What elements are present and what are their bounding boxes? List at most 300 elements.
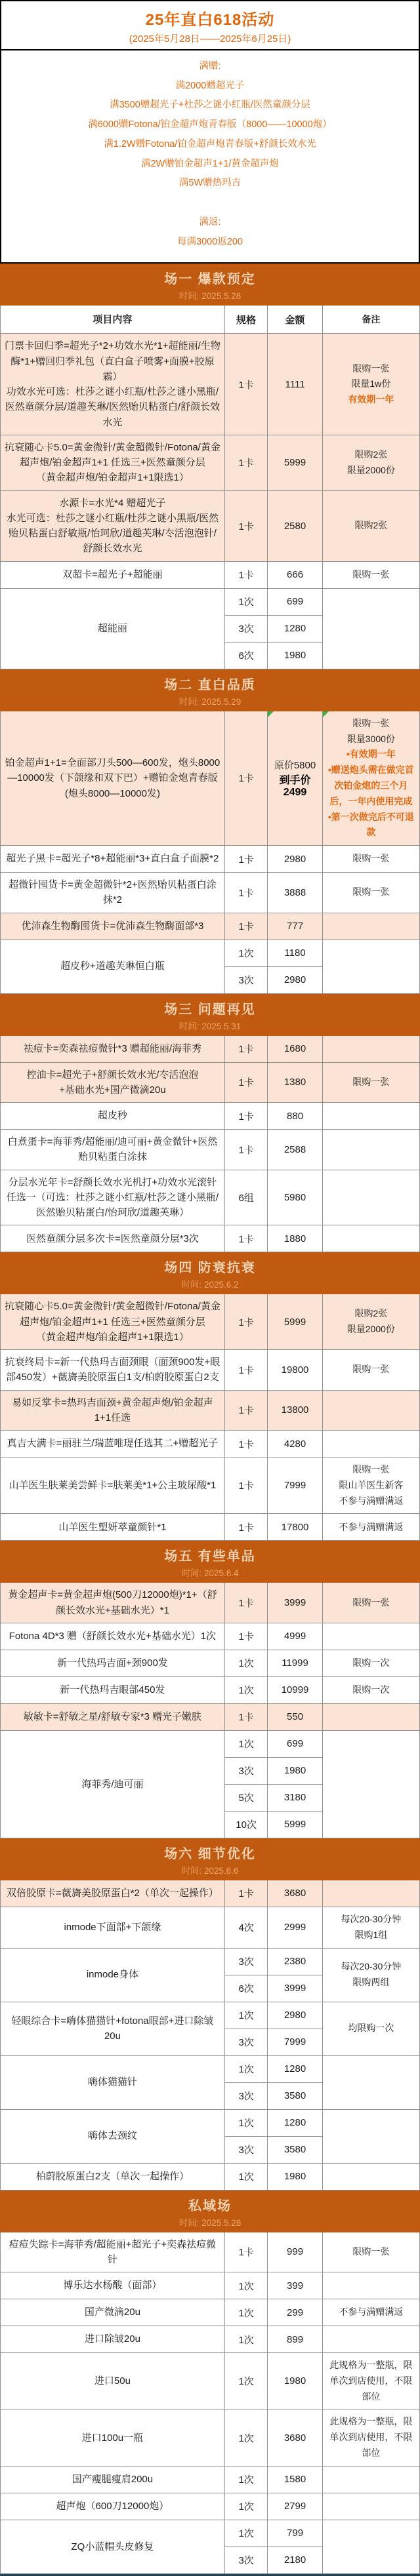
- spec-amount-group: [225, 913, 323, 940]
- section-header: [0, 1252, 420, 1294]
- spec-cell: 1次: [225, 2164, 268, 2190]
- spec-cell: 1卡: [225, 491, 268, 561]
- remark-cell: [323, 913, 420, 940]
- table-row: [0, 1514, 420, 1541]
- item-content-line: 抗衰随心卡5.0=黄金微针/黄金超微针/Fotona/黄金超声炮/铂金超声1+1 任选三+医然童颜分层: [5, 1301, 220, 1328]
- item-content-cell: [1, 711, 225, 845]
- item-content-line: （黄金超声炮/铂金超声1+1限选1）: [35, 472, 189, 484]
- item-content-line: （黄金超声炮/铂金超声1+1限选1）: [35, 1331, 189, 1343]
- comment-marker-icon: [323, 711, 329, 717]
- amount-line: 2380: [284, 1956, 306, 1968]
- item-content-cell: [1, 1391, 225, 1431]
- item-content-cell: [1, 1431, 225, 1457]
- remark-line: 限购一张: [352, 886, 390, 898]
- amount-line: 999: [287, 2246, 304, 2258]
- amount-cell: [268, 1063, 322, 1103]
- item-content-line: 山羊医生塑妍萃童颜针*1: [58, 1521, 167, 1533]
- variant-row: [225, 966, 323, 993]
- amount-cell: [268, 2547, 322, 2573]
- item-content-cell: [1, 1350, 225, 1390]
- spec-cell: 1卡: [225, 846, 268, 872]
- remark-cell: [323, 1583, 420, 1623]
- item-content-line: 柏蔚胶原蛋白2支（单次一起操作）: [35, 2170, 190, 2182]
- promo-gift-line: 满6000赠Fotona/铂金超声炮青春版（8000——10000炮）: [88, 119, 332, 130]
- promo-rebate-line: 每满3000返200: [177, 236, 243, 247]
- spec-amount-group: [225, 1949, 323, 2002]
- spec-cell: 6组: [225, 1170, 268, 1225]
- amount-cell: [268, 1812, 322, 1838]
- remark-cell: [323, 1130, 420, 1170]
- amount-cell: [268, 435, 322, 490]
- variant-row: [225, 491, 323, 561]
- item-content-line: 抗衰终局卡=新一代热玛吉面颈眼（面颈900发+眼部450发）+薇旖美胶原蛋白1支/柏蔚胶原蛋白2支: [5, 1357, 220, 1383]
- table-row: [0, 2056, 420, 2110]
- table-row: [0, 2353, 420, 2409]
- amount-line: 1580: [284, 2474, 306, 2486]
- item-content-cell: [1, 562, 225, 588]
- spec-cell: 1次: [225, 2467, 268, 2493]
- variant-row: [225, 1677, 323, 1703]
- section-header: [0, 994, 420, 1036]
- remark-line: 限购一张: [352, 1076, 390, 1087]
- item-content-line: 新一代热玛吉面+颈900发: [57, 1657, 168, 1669]
- amount-line: 3680: [284, 2432, 306, 2444]
- spec-cell: 3次: [225, 2029, 268, 2055]
- item-content-line: 嗨体去颈纹: [87, 2130, 137, 2142]
- remark-line: 限购一张: [352, 1464, 390, 1475]
- comment-marker-icon: [268, 711, 274, 717]
- spec-amount-group: [225, 1583, 323, 1623]
- spec-amount-group: [225, 1350, 323, 1390]
- variant-row: [225, 1350, 323, 1390]
- spec-amount-group: [225, 846, 323, 872]
- spec-amount-group: [225, 1431, 323, 1457]
- variant-row: [225, 2467, 323, 2493]
- item-content-cell: [1, 1103, 225, 1129]
- variant-row: [225, 562, 323, 588]
- spec-cell: 6次: [225, 1975, 268, 2002]
- variant-row: [225, 1130, 323, 1170]
- date-range: (2025年5月28日——2025年6月25日): [129, 33, 291, 45]
- amount-line: 13800: [281, 1404, 309, 1416]
- spec-amount-group: [225, 2272, 323, 2299]
- amount-cell: [268, 2029, 322, 2055]
- item-content-line: 敏敏卡=舒敏之星/舒敏专家*3 赠光子嫩肤: [23, 1711, 202, 1723]
- table-row: [0, 2493, 420, 2520]
- amount-line: 1980: [284, 2375, 306, 2387]
- spec-cell: 3次: [225, 1758, 268, 1784]
- remark-cell: [323, 1350, 420, 1390]
- spec-cell: 1次: [225, 589, 268, 615]
- promo-rebate-line: 满返:: [199, 217, 221, 228]
- spec-amount-group: [225, 2409, 323, 2465]
- remark-line: 限购2张: [354, 449, 388, 460]
- amount-line: 799: [287, 2527, 304, 2539]
- item-content-cell: [1, 2299, 225, 2326]
- variant-row: [225, 1949, 323, 1975]
- item-content-cell: [1, 1880, 225, 1907]
- spec-amount-group: [225, 491, 323, 561]
- spec-cell: 10次: [225, 1812, 268, 1838]
- remark-line: 限购2张: [354, 1308, 388, 1319]
- amount-line: 到手价2499: [279, 774, 311, 798]
- table-row: [0, 2520, 420, 2574]
- item-content-cell: [1, 1036, 225, 1062]
- amount-line: 10999: [281, 1684, 309, 1696]
- spec-amount-group: [225, 2110, 323, 2163]
- spec-cell: 6次: [225, 643, 268, 669]
- item-content-cell: [1, 1294, 225, 1349]
- item-content-cell: [1, 913, 225, 940]
- spec-cell: 1次: [225, 2409, 268, 2465]
- amount-line: 2980: [284, 853, 306, 865]
- remark-line: 不参与满赠满返: [339, 1495, 404, 1506]
- table-row: [0, 940, 420, 994]
- variant-row: [225, 642, 323, 669]
- remark-cell: [323, 1036, 420, 1062]
- item-content-cell: [1, 1514, 225, 1540]
- spec-cell: 1次: [225, 2110, 268, 2136]
- variant-row: [225, 1757, 323, 1784]
- variant-row: [225, 846, 323, 872]
- table-row: [0, 1731, 420, 1838]
- table-row: [0, 1170, 420, 1226]
- spec-cell: 1次: [225, 940, 268, 966]
- section-title: 场一 爆款预定: [164, 272, 256, 287]
- amount-line: 5999: [284, 1316, 306, 1328]
- section-header: [0, 2190, 420, 2232]
- item-content-cell: [1, 2467, 225, 2493]
- item-content-cell: [1, 1704, 225, 1730]
- spec-amount-group: [225, 1880, 323, 1907]
- table-row: [0, 873, 420, 913]
- amount-line: 3580: [284, 2144, 306, 2156]
- amount-cell: [268, 1949, 322, 1975]
- remark-cell: [323, 2353, 420, 2409]
- variant-row: [225, 1063, 323, 1103]
- spec-cell: 5次: [225, 1785, 268, 1811]
- promo-gift-line: 满1.2W赠Fotona/铂金超声炮青春版+舒颜长效水光: [104, 138, 316, 149]
- amount-line: 4999: [284, 1631, 306, 1642]
- item-content-cell: [1, 435, 225, 490]
- amount-cell: [268, 1650, 322, 1676]
- item-content-line: 门票卡回归季=超光子*2+功效水光*1+超能丽/生物酶*1+赠回归季礼包（直白盒子喷雾+面膜+胶原霜）: [5, 340, 220, 382]
- remark-line: 不参与满赠满返: [339, 1521, 404, 1532]
- amount-line: 2980: [284, 974, 306, 986]
- remark-line: 限购一张: [352, 363, 390, 374]
- variant-row: [225, 711, 323, 845]
- section-title: 场四 防衰抗衰: [164, 1261, 256, 1276]
- amount-cell: [268, 1785, 322, 1811]
- item-content-line: ZQ小蓝帽头皮修复: [71, 2541, 154, 2552]
- table-row: [0, 913, 420, 940]
- variant-row: [225, 435, 323, 490]
- item-content-line: 超皮秒: [97, 1110, 127, 1122]
- promo-spacer: [5, 193, 415, 213]
- item-content-cell: [1, 1650, 225, 1676]
- amount-cell: [268, 2232, 322, 2272]
- amount-line: 4280: [284, 1438, 306, 1450]
- table-row: [0, 2110, 420, 2164]
- variant-row: [225, 1457, 323, 1513]
- spec-amount-group: [225, 589, 323, 669]
- item-content-line: 医然童颜分层多次卡=医然童颜分层*3次: [26, 1233, 199, 1244]
- variant-row: [225, 913, 323, 940]
- remark-cell: [323, 562, 420, 588]
- amount-cell: [268, 562, 322, 588]
- spec-cell: 1卡: [225, 1880, 268, 1907]
- item-content-cell: [1, 2409, 225, 2465]
- spec-amount-group: [225, 2493, 323, 2520]
- spec-amount-group: [225, 2353, 323, 2409]
- column-header-row: [0, 306, 420, 334]
- remark-cell: [323, 2493, 420, 2520]
- amount-line: 19800: [281, 1364, 309, 1376]
- variant-row: [225, 1811, 323, 1838]
- remark-cell: [323, 2520, 420, 2573]
- item-content-cell: [1, 1677, 225, 1703]
- amount-cell: [268, 1225, 322, 1252]
- spec-amount-group: [225, 334, 323, 435]
- variant-row: [225, 2136, 323, 2163]
- item-content-cell: [1, 1063, 225, 1103]
- item-content-line: 轻眼综合卡=嗨体猫猫针+fotona眼部+进口除皱20u: [11, 2015, 214, 2042]
- variant-row: [225, 2520, 323, 2546]
- remark-cell: [323, 711, 420, 845]
- amount-cell: [268, 1907, 322, 1948]
- remark-cell: [323, 589, 420, 669]
- item-content-line: 抗衰随心卡5.0=黄金微针/黄金超微针/Fotona/黄金超声炮/铂金超声1+1 任选三+医然童颜分层: [5, 441, 220, 469]
- variant-row: [225, 1704, 323, 1730]
- amount-cell: [268, 2164, 322, 2190]
- variant-row: [225, 2299, 323, 2326]
- amount-line: 1280: [284, 623, 306, 635]
- amount-line: 1180: [284, 947, 306, 959]
- remark-line: 限购一次: [352, 1657, 390, 1669]
- item-content-line: 山羊医生肤莱美尝鲜卡=肤莱美*1+公主玻尿酸*1: [9, 1480, 217, 1492]
- section-time: 时间: 2025.6.6: [181, 1865, 239, 1876]
- item-content-line: (炮头8000—10000发): [64, 787, 160, 799]
- spec-amount-group: [225, 1907, 323, 1948]
- table-row: [0, 491, 420, 562]
- item-content-cell: [1, 2110, 225, 2163]
- remark-cell: [323, 1170, 420, 1225]
- amount-line: 699: [287, 1738, 304, 1750]
- item-content-cell: [1, 334, 225, 435]
- remark-line: 每次20-30分钟: [341, 1913, 402, 1924]
- variant-row: [225, 2353, 323, 2409]
- remark-line: 限量1w份: [351, 378, 391, 389]
- item-content-cell: [1, 1583, 225, 1623]
- table-row: [0, 1036, 420, 1063]
- amount-cell: [268, 940, 322, 966]
- item-content-line: inmode身体: [86, 1969, 139, 1981]
- remark-cell: [323, 1514, 420, 1540]
- spec-cell: 1卡: [225, 1704, 268, 1730]
- section-time: 时间: 2025.5.31: [178, 1021, 242, 1031]
- amount-line: 3999: [284, 1983, 306, 1994]
- amount-line: 5980: [284, 1191, 306, 1203]
- remark-cell: [323, 1731, 420, 1838]
- amount-cell: [268, 1880, 322, 1907]
- item-content-line: 铂金超声1+1=全面部刀头500—600发，炮头8000—10000发（下颌缘和双下巴）+赠铂金炮青春版: [5, 757, 220, 784]
- amount-cell: [268, 616, 322, 642]
- amount-cell: [268, 2299, 322, 2326]
- spec-cell: 1次: [225, 2520, 268, 2546]
- spec-cell: 1卡: [225, 1623, 268, 1650]
- remark-cell: [323, 1704, 420, 1730]
- amount-cell: [268, 589, 322, 615]
- table-row: [0, 1225, 420, 1252]
- spec-cell: 1卡: [225, 711, 268, 845]
- amount-line: 1380: [284, 1077, 306, 1088]
- remark-cell: [323, 1225, 420, 1252]
- amount-cell: [268, 2056, 322, 2082]
- spec-amount-group: [225, 2299, 323, 2326]
- table-row: [0, 846, 420, 873]
- spec-cell: 1次: [225, 2002, 268, 2029]
- variant-row: [225, 1583, 323, 1623]
- spec-cell: 1卡: [225, 1063, 268, 1103]
- remark-line: 限购一次: [352, 1684, 390, 1695]
- amount-cell: [268, 1731, 322, 1757]
- table-row: [0, 1350, 420, 1391]
- remark-line: 不参与满赠满返: [339, 2307, 404, 2318]
- amount-line: 17800: [281, 1521, 309, 1533]
- spec-amount-group: [225, 1225, 323, 1252]
- variant-row: [225, 1731, 323, 1757]
- table-row: [0, 1907, 420, 1949]
- amount-cell: [268, 2137, 322, 2163]
- spec-amount-group: [225, 1731, 323, 1838]
- amount-cell: [268, 2409, 322, 2465]
- section-time: 时间: 2025.6.2: [181, 1280, 239, 1290]
- spec-amount-group: [225, 1294, 323, 1349]
- remark-cell: [323, 1103, 420, 1129]
- variant-row: [225, 1225, 323, 1252]
- item-content-line: 海菲秀/迪可丽: [81, 1778, 144, 1790]
- item-content-line: 双倍胶原卡=薇旖美胶原蛋白*2（单次一起操作）: [6, 1888, 219, 1899]
- amount-line: 666: [287, 569, 304, 581]
- remark-cell: [323, 2326, 420, 2352]
- spec-cell: 1卡: [225, 1103, 268, 1129]
- spec-cell: 1次: [225, 2272, 268, 2299]
- sections-container: [0, 264, 420, 2575]
- variant-row: [225, 2164, 323, 2190]
- remark-cell: [323, 2272, 420, 2299]
- section-time: 时间: 2025.5.29: [178, 696, 242, 707]
- remark-line: 限购1组: [354, 1929, 388, 1940]
- section-time: 时间: 2025.5.28: [178, 2217, 242, 2228]
- section-time: 时间: 2025.5.28: [178, 291, 242, 302]
- spec-cell: 1卡: [225, 2232, 268, 2272]
- table-row: [0, 1103, 420, 1130]
- item-content-line: 白煮蛋卡=海菲秀/超能丽/迪可丽+黄金微针+医然贻贝粘蛋白涂抹: [7, 1136, 218, 1163]
- variant-row: [225, 2002, 323, 2029]
- item-content-line: 超微针囤货卡=黄金超微针*2+医然贻贝粘蛋白涂抹*2: [9, 879, 217, 906]
- remark-line: 限量3000份: [346, 733, 395, 744]
- remark-cell: [323, 1457, 420, 1513]
- spec-amount-group: [225, 1103, 323, 1129]
- amount-cell: [268, 2272, 322, 2299]
- remark-cell: [323, 2056, 420, 2109]
- section-title: 私域场: [188, 2198, 232, 2213]
- spec-amount-group: [225, 1391, 323, 1431]
- spec-cell: 1次: [225, 2326, 268, 2352]
- table-row: [0, 2272, 420, 2299]
- remark-cell: [323, 1063, 420, 1103]
- amount-line: 2999: [284, 1922, 306, 1933]
- item-content-line: 水光可选：杜莎之谜小红瓶/杜莎之谜小黑瓶/医然贻贝粘蛋白舒敏瓶/怡珂欣/道趣芙琳/冭活泡泡针/舒颜长效水光: [6, 512, 219, 555]
- spec-amount-group: [225, 940, 323, 993]
- item-content-line: Fotona 4D*3 赠（舒颜长效水光+基础水光）1次: [9, 1631, 217, 1642]
- remark-cell: [323, 1650, 420, 1676]
- item-content-line: 控油卡=超光子+舒颜长效水光/冭活泡泡: [26, 1069, 199, 1080]
- spec-cell: 1卡: [225, 1225, 268, 1252]
- amount-cell: [268, 2467, 322, 2493]
- item-content-cell: [1, 1731, 225, 1838]
- spec-cell: 1次: [225, 2056, 268, 2082]
- spec-amount-group: [225, 435, 323, 490]
- variant-row: [225, 2493, 323, 2520]
- table-row: [0, 1704, 420, 1731]
- item-content-cell: [1, 846, 225, 872]
- remark-line: 限购一张: [352, 853, 390, 864]
- remark-cell: [323, 1431, 420, 1457]
- table-row: [0, 2232, 420, 2273]
- item-content-line: 进口除皱20u: [84, 2333, 140, 2345]
- item-content-cell: [1, 1949, 225, 2002]
- amount-cell: [268, 1130, 322, 1170]
- spec-cell: 1卡: [225, 1391, 268, 1431]
- spec-cell: 1次: [225, 1650, 268, 1676]
- item-content-cell: [1, 2272, 225, 2299]
- amount-line: 3580: [284, 2090, 306, 2102]
- spec-cell: 1卡: [225, 1514, 268, 1540]
- item-content-cell: [1, 1130, 225, 1170]
- variant-row: [225, 334, 323, 435]
- page-title: 25年直白618活动: [145, 11, 275, 29]
- remark-cell: [323, 1677, 420, 1703]
- item-content-line: 祛痘卡=奕森祛痘微针*3 赠超能丽/海菲秀: [23, 1042, 202, 1054]
- amount-line: 399: [287, 2280, 304, 2291]
- variant-row: [225, 873, 323, 913]
- amount-line: 1880: [284, 1233, 306, 1244]
- remark-line: 均限购一次: [348, 2023, 394, 2034]
- remark-cell: [323, 1623, 420, 1650]
- spec-amount-group: [225, 873, 323, 913]
- amount-cell: [268, 1294, 322, 1349]
- remark-cell: [323, 846, 420, 872]
- variant-row: [225, 2110, 323, 2136]
- column-header: 项目内容: [1, 306, 225, 333]
- variant-row: [225, 2029, 323, 2055]
- amount-cell: [268, 873, 322, 913]
- spec-cell: 3次: [225, 2547, 268, 2573]
- amount-cell: [268, 491, 322, 561]
- amount-line: 1980: [284, 650, 306, 662]
- amount-line: 2180: [284, 2554, 306, 2566]
- variant-row: [225, 1975, 323, 2002]
- section-header: [0, 669, 420, 711]
- item-content-line: 痘痘失踪卡=海菲秀/超能丽+超光子+奕森祛痘微针: [9, 2238, 217, 2265]
- remark-line: 限购一张: [352, 1364, 390, 1375]
- amount-line: 299: [287, 2307, 304, 2318]
- spec-cell: 3次: [225, 967, 268, 993]
- item-content-cell: [1, 1225, 225, 1252]
- remark-line: 此规格为一整瓶，限单次到店使用，不限部位: [329, 2416, 413, 2459]
- amount-line: 777: [287, 921, 304, 932]
